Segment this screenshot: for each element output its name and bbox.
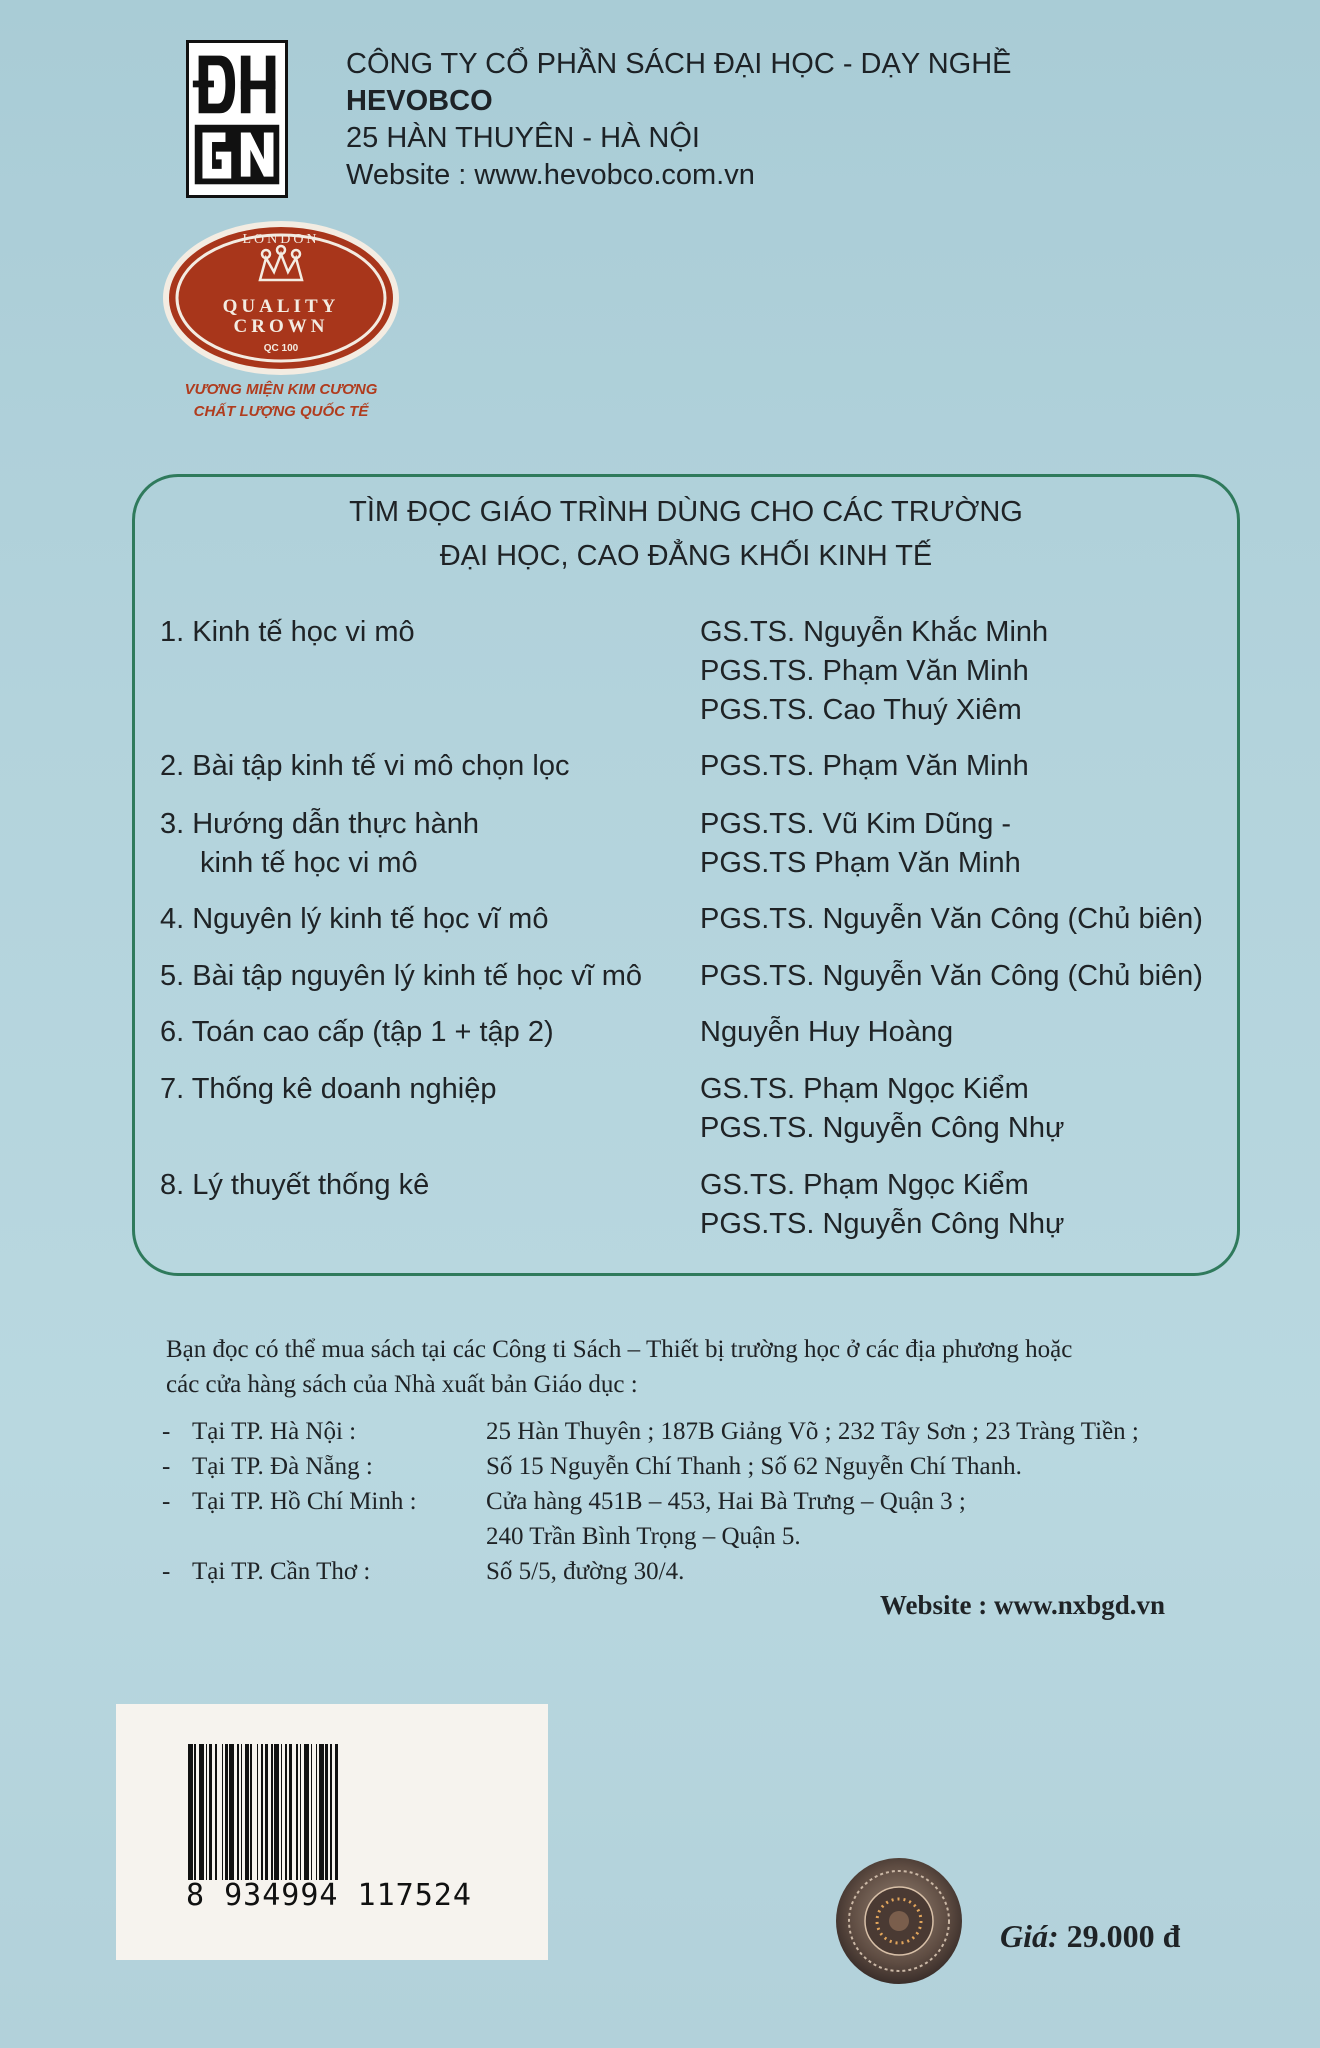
book-title-3-cont: kinh tế học vi mô: [200, 847, 418, 879]
book-title-6: 6. Toán cao cấp (tập 1 + tập 2): [160, 1016, 554, 1048]
book-title-1: 1. Kinh tế học vi mô: [160, 616, 415, 648]
price-label: Giá:: [1000, 1918, 1059, 1954]
store-address: Số 5/5, đường 30/4.: [486, 1558, 685, 1585]
book-author: PGS.TS. Vũ Kim Dũng -: [700, 808, 1012, 840]
book-author: PGS.TS. Phạm Văn Minh: [700, 750, 1029, 782]
book-author: Nguyễn Huy Hoàng: [700, 1016, 954, 1048]
book-author: PGS.TS Phạm Văn Minh: [700, 847, 1021, 879]
book-author: PGS.TS. Nguyễn Văn Công (Chủ biên): [700, 903, 1203, 935]
book-list-title-line-1: TÌM ĐỌC GIÁO TRÌNH DÙNG CHO CÁC TRƯỜNG: [349, 496, 1023, 528]
store-address: 240 Trần Bình Trọng – Quận 5.: [486, 1523, 801, 1550]
store-address: Số 15 Nguyễn Chí Thanh ; Số 62 Nguyễn Chí Thanh.: [486, 1453, 1022, 1480]
seal-caption-line-1: VƯƠNG MIỆN KIM CƯƠNG: [184, 381, 378, 398]
store-city: Tại TP. Cần Thơ :: [192, 1558, 371, 1585]
dh-logo-icon: [189, 43, 285, 195]
store-intro-line-1: Bạn đọc có thể mua sách tại các Công ti Sách – Thiết bị trường học ở các địa phương hoặc: [166, 1336, 1073, 1363]
barcode-digits: 8 934994 117524: [186, 1878, 472, 1913]
book-title-8: 8. Lý thuyết thống kê: [160, 1169, 430, 1201]
store-bullet: -: [162, 1453, 171, 1480]
seal-caption-line-2: CHẤT LƯỢNG QUỐC TẾ: [193, 403, 369, 420]
store-bullet: -: [162, 1418, 171, 1445]
book-title-7: 7. Thống kê doanh nghiệp: [160, 1073, 497, 1105]
price-value: 29.000 đ: [1066, 1918, 1181, 1954]
seal-quality-text: QUALITY: [222, 296, 340, 317]
book-author: PGS.TS. Nguyễn Công Nhự: [700, 1208, 1065, 1240]
book-author: GS.TS. Phạm Ngọc Kiểm: [700, 1073, 1029, 1105]
book-author: PGS.TS. Cao Thuý Xiêm: [700, 694, 1022, 726]
book-title-3: 3. Hướng dẫn thực hành: [160, 808, 480, 840]
seal-crown-text: CROWN: [233, 316, 329, 337]
store-intro: [166, 1332, 1226, 1402]
book-author: PGS.TS. Nguyễn Công Nhự: [700, 1112, 1065, 1144]
book-title-2: 2. Bài tập kinh tế vi mô chọn lọc: [160, 750, 570, 782]
store-bullet: -: [162, 1488, 171, 1515]
book-title-5: 5. Bài tập nguyên lý kinh tế học vĩ mô: [160, 960, 642, 992]
medallion-icon: [834, 1856, 964, 1986]
store-address: Cửa hàng 451B – 453, Hai Bà Trưng – Quận 3 ;: [486, 1488, 966, 1515]
publisher-name: HEVOBCO: [346, 85, 493, 117]
store-bullet: -: [162, 1558, 171, 1585]
publisher-info: [346, 46, 1012, 194]
store-city: Tại TP. Đà Nẵng :: [192, 1453, 373, 1480]
book-title-4: 4. Nguyên lý kinh tế học vĩ mô: [160, 903, 549, 935]
book-author: PGS.TS. Nguyễn Văn Công (Chủ biên): [700, 960, 1203, 992]
publisher-address: 25 HÀN THUYÊN - HÀ NỘI: [346, 122, 700, 154]
crown-seal-icon: [160, 218, 402, 378]
quality-crown-seal: [160, 218, 402, 378]
store-city: Tại TP. Hà Nội :: [192, 1418, 357, 1445]
nxbgd-website: Website : www.nxbgd.vn: [880, 1590, 1166, 1620]
store-address: 25 Hàn Thuyên ; 187B Giảng Võ ; 232 Tây Sơn ; 23 Tràng Tiền ;: [486, 1418, 1139, 1445]
seal-code-text: QC 100: [263, 343, 299, 354]
store-city: Tại TP. Hồ Chí Minh :: [192, 1488, 417, 1515]
book-author: GS.TS. Nguyễn Khắc Minh: [700, 616, 1049, 648]
price: [1000, 1918, 1180, 1955]
barcode-icon: [188, 1744, 474, 1880]
book-author: PGS.TS. Phạm Văn Minh: [700, 655, 1029, 687]
book-author: GS.TS. Phạm Ngọc Kiểm: [700, 1169, 1029, 1201]
publisher-company: CÔNG TY CỔ PHẦN SÁCH ĐẠI HỌC - DẠY NGHỀ: [346, 48, 1012, 80]
publisher-website: Website : www.hevobco.com.vn: [346, 159, 755, 191]
seal-ring-text: LONDON: [242, 232, 320, 247]
publisher-logo: [186, 40, 288, 198]
store-intro-line-2: các cửa hàng sách của Nhà xuất bản Giáo dục :: [166, 1371, 638, 1398]
book-list-title-line-2: ĐẠI HỌC, CAO ĐẲNG KHỐI KINH TẾ: [439, 540, 933, 572]
barcode-bar: [338, 1744, 340, 1880]
